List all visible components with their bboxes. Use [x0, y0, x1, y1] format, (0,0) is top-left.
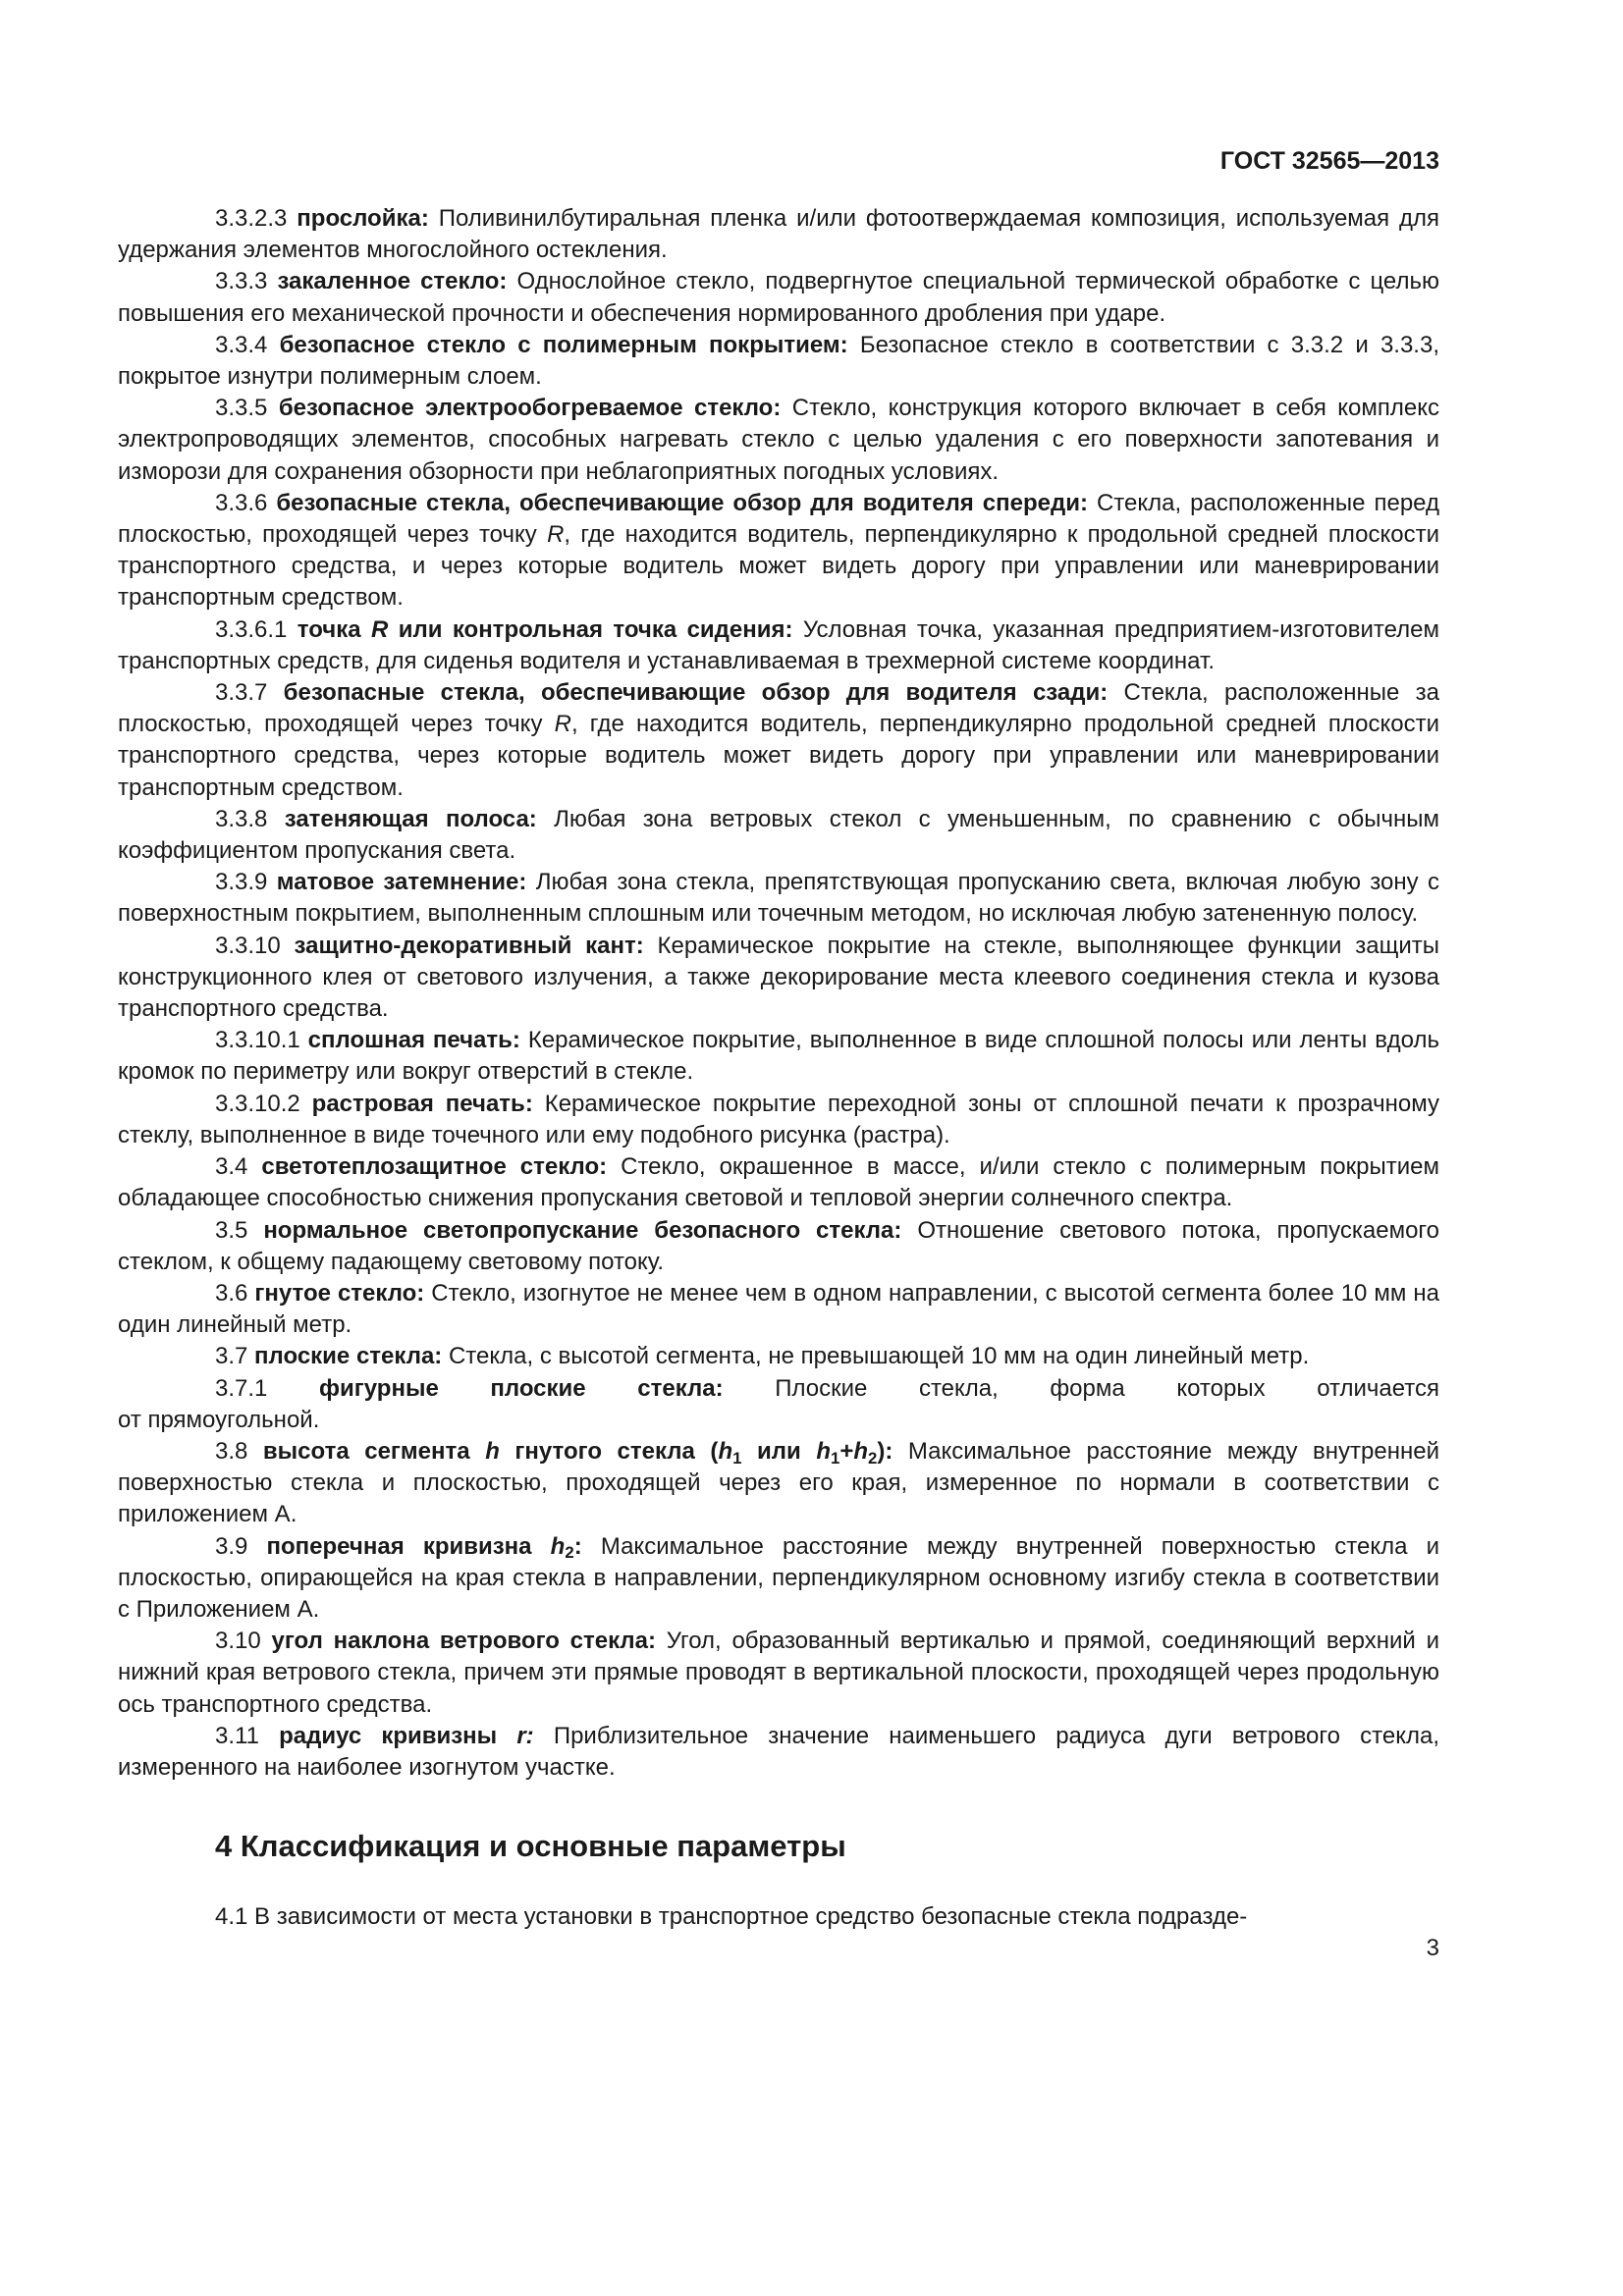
paragraph-3-3-8: 3.3.8 затеняющая полоса: Любая зона ветровых стекол с уменьшенным, по сравнению с обычным коэффициентом пропускания света.: [118, 805, 1439, 865]
paragraph-3-4: 3.4 светотеплозащитное стекло: Стекло, окрашенное в массе, и/или стекло с полимерным покрытием обладающее способностью снижения пропускания световой и тепловой энергии солнечного спектра.: [118, 1153, 1439, 1212]
paragraph-3-3-9: 3.3.9 матовое затемнение: Любая зона стекла, препятствующая пропусканию света, включая любую зону с поверхностным покрытием, выполненным сплошным или точечным методом, но исключая любую затененную полосу.: [118, 869, 1439, 928]
document-page: [118, 147, 1439, 1964]
document-code: ГОСТ 32565—2013: [1219, 147, 1439, 175]
paragraph-3-11: 3.11 радиус кривизны r: Приблизительное значение наименьшего радиуса дуги ветрового стекла, измеренного на наиболее изогнутом участке.: [118, 1722, 1439, 1781]
paragraph-3-6: 3.6 гнутое стекло: Стекло, изогнутое не менее чем в одном направлении, с высотой сегмента более 10 мм на один линейный метр.: [118, 1279, 1439, 1339]
paragraph-3-7-1-line2: от прямоугольной.: [118, 1406, 320, 1433]
paragraph-3-3-10: 3.3.10 защитно-декоративный кант: Керамическое покрытие на стекле, выполняющее функции защиты конструкционного клея от светового излучения, а также декорирование места клеевого соединения стекла и кузова транспортного средства.: [118, 932, 1439, 1023]
paragraph-3-3-6: 3.3.6 безопасные стекла, обеспечивающие обзор для водителя спереди: Стекла, расположенные перед плоскостью, проходящей через точку R, где находится водитель, перпендикулярно к продольной средней плоскости транспортного средства, и через которые водитель может видеть дорогу при управлении или маневрировании транспортным средством.: [118, 489, 1439, 612]
paragraph-3-3-6-1: 3.3.6.1 точка R или контрольная точка сидения: Условная точка, указанная предприятием-изготовителем транспортных средств, для сиденья водителя и устанавливаемая в трехмерной системе координат.: [118, 615, 1440, 674]
paragraph-3-9: 3.9 поперечная кривизна $h_2$: Максимальное расстояние между внутренней поверхностью стекла и плоскостью, опирающейся на края стекла в направлении, перпендикулярном основному изгибу стекла в соответствии с Приложением А.: [118, 1532, 1440, 1623]
page-number: 3: [1426, 1935, 1439, 1962]
paragraph-3-3-4: 3.3.4 безопасное стекло с полимерным покрытием: Безопасное стекло в соответствии с 3.3.2 и 3.3.3, покрытое изнутри полимерным слоем.: [118, 331, 1439, 391]
paragraph-3-8: 3.8 высота сегмента h гнутого стекла ($h_1$ или $h_1+h_2$): Максимальное расстояние между внутренней поверхностью стекла и плоскостью, проходящей через его края, измеренное по нормали в соответствии с приложением А.: [118, 1437, 1440, 1528]
paragraph-3-7: 3.7 плоские стекла: Стекла, с высотой сегмента, не превышающей 10 мм на один линейный метр.: [215, 1343, 1310, 1370]
paragraph-3-3-10-1: 3.3.10.1 сплошная печать: Керамическое покрытие, выполненное в виде сплошной полосы или ленты вдоль кромок по периметру или вокруг отверстий в стекле.: [118, 1027, 1440, 1086]
paragraph-3-3-5: 3.3.5 безопасное электрообогреваемое стекло: Стекло, конструкция которого включает в себя комплекс электропроводящих элементов, способных нагревать стекло с целью удаления с его поверхности запотевания и изморози для сохранения обзорности при неблагоприятных погодных условиях.: [118, 395, 1440, 485]
paragraph-3-10: 3.10 угол наклона ветрового стекла: Угол, образованный вертикалью и прямой, соединяющий верхний и нижний края ветрового стекла, причем эти прямые проводят в вертикальной плоскости, проходящей через продольную ось транспортного средства.: [118, 1628, 1439, 1718]
paragraph-3-7-1-line1: 3.7.1 фигурные плоские стекла: Плоские стекла, форма которых отличается: [215, 1374, 1440, 1402]
paragraph-3-3-2-3: 3.3.2.3 прослойка: Поливинилбутиральная пленка и/или фотоотверждаемая композиция, используемая для удержания элементов многослойного остекления.: [118, 205, 1440, 264]
section-heading: 4 Классификация и основные параметры: [215, 1829, 846, 1864]
paragraph-3-3-3: 3.3.3 закаленное стекло: Однослойное стекло, подвергнутое специальной термической обработке с целью повышения его механической прочности и обеспечения нормированного дробления при ударе.: [118, 268, 1439, 327]
paragraph-3-3-7: 3.3.7 безопасные стекла, обеспечивающие обзор для водителя сзади: Стекла, расположенные за плоскостью, проходящей через точку R, где находится водитель, перпендикулярно продольной средней плоскости транспортного средства, через которые водитель может видеть дорогу при управлении или маневрировании транспортным средством.: [118, 679, 1439, 801]
paragraph-3-3-10-2: 3.3.10.2 растровая печать: Керамическое покрытие переходной зоны от сплошной печати к прозрачному стеклу, выполненное в виде точечного или ему подобного рисунка (растра).: [118, 1090, 1439, 1148]
paragraph-3-5: 3.5 нормальное светопропускание безопасного стекла: Отношение светового потока, пропускаемого стеклом, к общему падающему световому потоку.: [118, 1216, 1439, 1275]
paragraph-4-1: 4.1 В зависимости от места установки в транспортное средство безопасные стекла подразде-: [215, 1903, 1248, 1931]
